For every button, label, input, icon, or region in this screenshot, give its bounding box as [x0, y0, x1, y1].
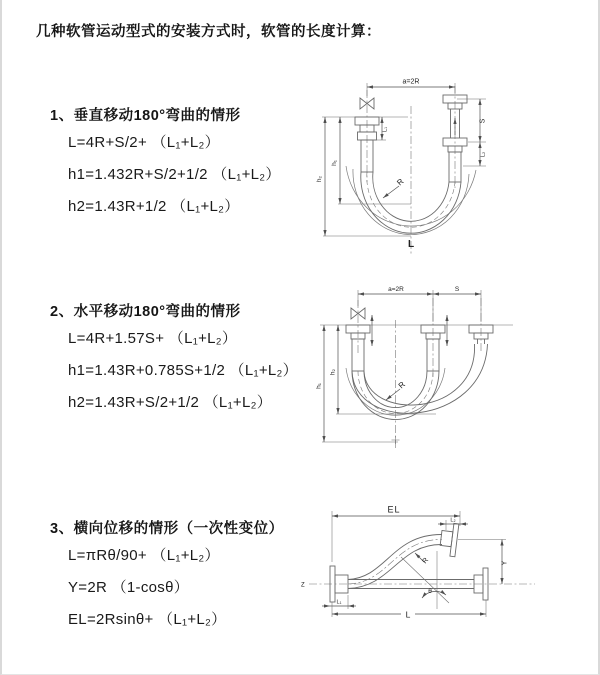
section-1-formula-L: L=4R+S/2+ （L₁+L₂）: [68, 134, 220, 151]
dim-label-a2R: a=2R: [402, 78, 420, 86]
page-title: 几种软管运动型式的安装方式时，软管的长度计算：: [36, 24, 381, 40]
dim-label-L: L: [405, 609, 411, 620]
angle-label-theta: θ: [428, 588, 432, 595]
dim-label-Y: Y: [501, 560, 509, 566]
dim-label-S: S: [479, 118, 487, 124]
diagram-vertical-180-bend: [308, 70, 593, 268]
dim-label-a2R: a=2R: [388, 286, 404, 293]
radius-callout: [383, 177, 406, 198]
section-3-formula-L: L=πRθ/90+ （L₁+L₂）: [68, 547, 220, 564]
dim-label-L: L: [407, 239, 415, 250]
left-pipe-assembly: [355, 117, 379, 172]
dim-label-L2: L₂: [450, 517, 456, 524]
dim-label-L1: L₁: [336, 599, 342, 606]
section-2-heading: 2、水平移动180°弯曲的情形: [50, 304, 241, 320]
dim-L: [332, 600, 486, 620]
bottom-center-tick: [392, 436, 400, 444]
section-2-formula-h1: h1=1.43R+0.785S+1/2 （L₁+L₂）: [68, 362, 298, 379]
dim-label-h2: h₂: [329, 368, 337, 376]
dim-h1: [322, 117, 411, 204]
dim-label-R: R: [396, 379, 407, 391]
dim-label-R: R: [395, 176, 406, 188]
section-2-formula-L: L=4R+1.57S+ （L₁+L₂）: [68, 330, 238, 347]
section-1-formula-h2: h2=1.43R+1/2 （L₁+L₂）: [68, 198, 240, 215]
dim-label-L1: L₁: [382, 127, 389, 132]
diagram-lateral-displacement: [300, 496, 600, 656]
section-3: [50, 517, 284, 636]
section-1-heading: 1、垂直移动180°弯曲的情形: [50, 108, 241, 124]
dim-L1: [322, 595, 356, 609]
dim-S: [433, 286, 481, 322]
dim-a2R: [367, 79, 455, 97]
dim-label-h1: h₁: [331, 160, 338, 166]
section-1-formula-h1: h1=1.432R+S/2+1/2 （L₁+L₂）: [68, 166, 281, 183]
diagram-horizontal-180-bend: [308, 282, 593, 462]
dim-h2: [330, 325, 437, 414]
section-2: [50, 300, 298, 419]
radius-callout: [415, 553, 430, 565]
displaced-hose-curves: [352, 344, 488, 413]
dim-label-L2: L₂: [480, 151, 487, 158]
section-2-formula-h2: h2=1.43R+S/2+1/2 （L₁+L₂）: [68, 394, 273, 411]
dim-label-R: R: [421, 556, 431, 566]
section-3-formula-EL: EL=2Rsinθ+ （L₁+L₂）: [68, 611, 227, 628]
section-1: [50, 104, 281, 223]
dim-a2R: [358, 286, 433, 322]
dim-label-h2: h₂: [316, 175, 323, 183]
dim-h1: [316, 325, 399, 442]
centerline-mark-Z: Z: [301, 582, 305, 589]
dim-S: [457, 99, 487, 142]
dim-label-EL: EL: [387, 504, 401, 515]
braided-hose-section: [352, 339, 364, 371]
radius-callout: [386, 380, 407, 400]
section-3-formula-Y: Y=2R （1-cosθ）: [68, 579, 190, 596]
dim-label-S: S: [454, 286, 460, 293]
section-3-heading: 3、横向位移的情形（一次性变位）: [50, 521, 284, 537]
dim-EL: [332, 504, 460, 566]
dim-label-h1: h₁: [315, 383, 323, 389]
